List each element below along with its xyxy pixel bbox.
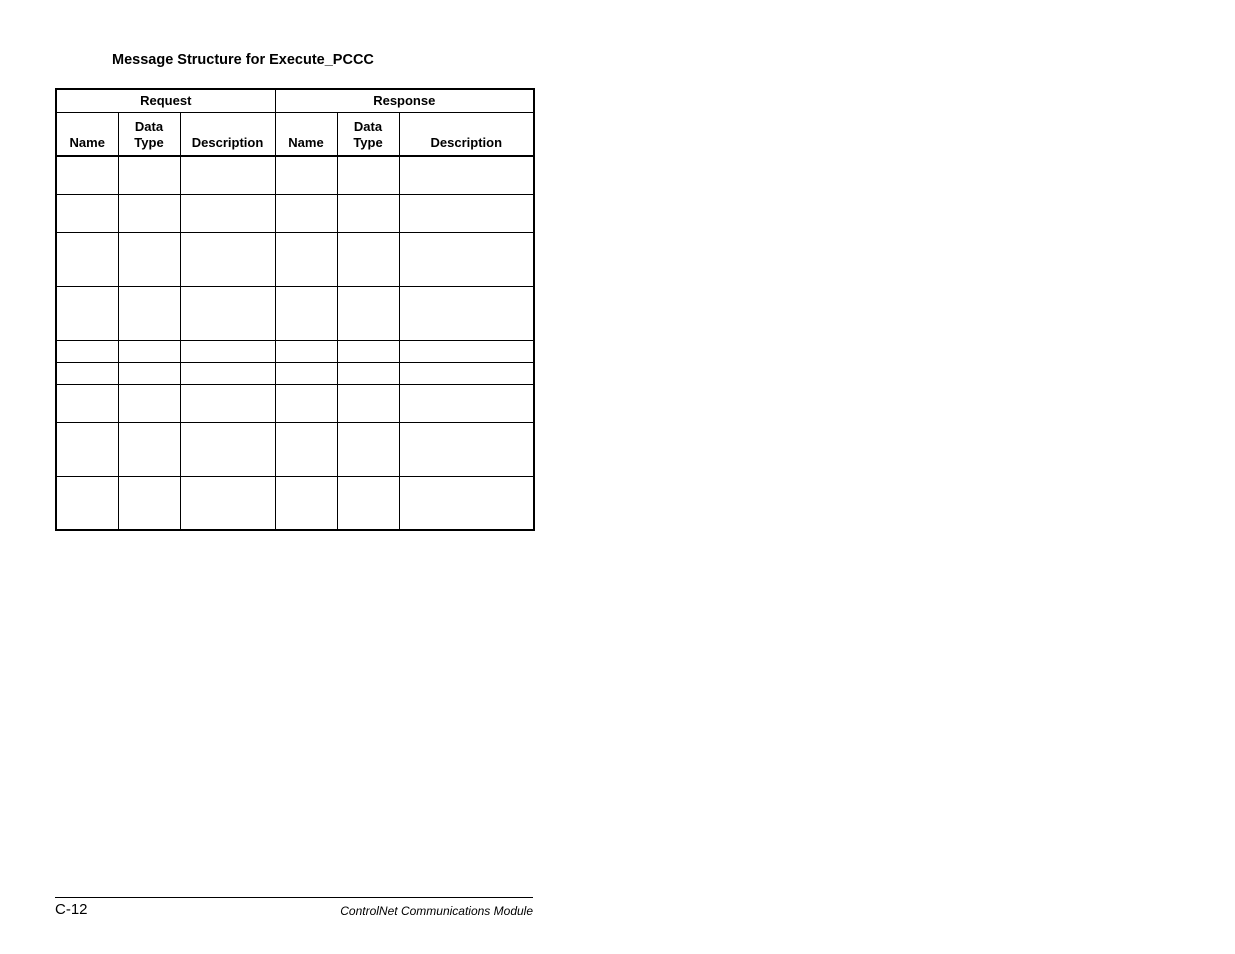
table-cell — [275, 384, 337, 422]
table-row — [56, 422, 534, 476]
table-cell — [275, 286, 337, 340]
table-row — [56, 384, 534, 422]
table-cell — [180, 156, 275, 194]
table-cell — [118, 384, 180, 422]
table-cell — [399, 232, 534, 286]
message-structure-table — [55, 88, 535, 531]
table-cell — [56, 194, 118, 232]
table-cell — [337, 362, 399, 384]
table-cell — [180, 476, 275, 530]
table-cell — [337, 340, 399, 362]
table-row — [56, 476, 534, 530]
table-cell — [399, 384, 534, 422]
table-cell — [118, 340, 180, 362]
table-cell — [180, 384, 275, 422]
table-cell — [56, 384, 118, 422]
table-cell — [399, 156, 534, 194]
table-cell — [399, 286, 534, 340]
table-cell — [399, 422, 534, 476]
table-cell — [56, 422, 118, 476]
table-cell — [399, 194, 534, 232]
table-cell — [399, 362, 534, 384]
response-description-header: Description — [399, 113, 534, 157]
request-data-type-header: Data Type — [118, 113, 180, 157]
table-cell — [275, 340, 337, 362]
table-cell — [118, 362, 180, 384]
table-cell — [56, 286, 118, 340]
table-cell — [180, 422, 275, 476]
footer-divider — [55, 897, 533, 898]
table-cell — [337, 286, 399, 340]
response-group-header: Response — [275, 89, 534, 113]
table-cell — [180, 232, 275, 286]
response-data-type-header: Data Type — [337, 113, 399, 157]
table-cell — [56, 476, 118, 530]
table-cell — [275, 476, 337, 530]
table-cell — [275, 362, 337, 384]
table-row — [56, 232, 534, 286]
table-cell — [56, 340, 118, 362]
table-cell — [337, 232, 399, 286]
table-cell — [56, 156, 118, 194]
table-cell — [180, 362, 275, 384]
table-cell — [56, 232, 118, 286]
table-cell — [337, 384, 399, 422]
table-cell — [180, 286, 275, 340]
table-cell — [118, 156, 180, 194]
table-cell — [118, 232, 180, 286]
footer-document-title: ControlNet Communications Module — [340, 904, 533, 918]
page-title: Message Structure for Execute_PCCC — [112, 52, 374, 68]
table-cell — [118, 476, 180, 530]
table-cell — [399, 340, 534, 362]
page-number: C-12 — [55, 901, 88, 918]
table-cell — [399, 476, 534, 530]
table-cell — [275, 194, 337, 232]
table-cell — [118, 194, 180, 232]
table-cell — [275, 232, 337, 286]
table-cell — [337, 156, 399, 194]
table-row — [56, 286, 534, 340]
table-cell — [56, 362, 118, 384]
table-cell — [337, 422, 399, 476]
column-header-row — [56, 113, 534, 157]
request-group-header: Request — [56, 89, 275, 113]
table-row — [56, 340, 534, 362]
table-row — [56, 362, 534, 384]
table-cell — [337, 476, 399, 530]
request-name-header: Name — [56, 113, 118, 157]
table-cell — [180, 340, 275, 362]
table-cell — [118, 286, 180, 340]
table-cell — [180, 194, 275, 232]
request-description-header: Description — [180, 113, 275, 157]
table-cell — [275, 156, 337, 194]
table-cell — [275, 422, 337, 476]
table-cell — [337, 194, 399, 232]
table-row — [56, 156, 534, 194]
group-header-row — [56, 89, 534, 113]
table-row — [56, 194, 534, 232]
response-name-header: Name — [275, 113, 337, 157]
table-cell — [118, 422, 180, 476]
